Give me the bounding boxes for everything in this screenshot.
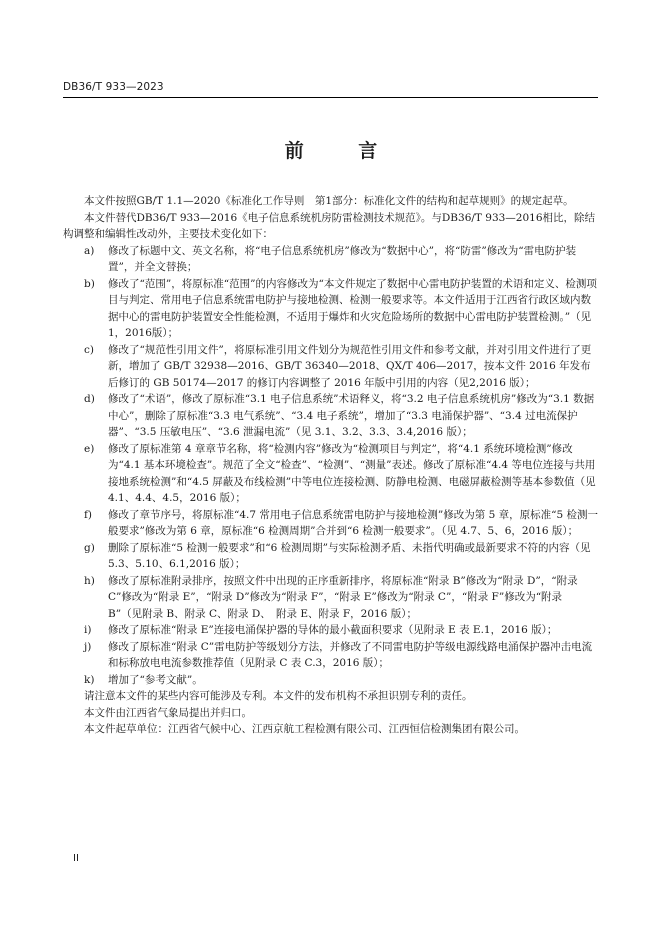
- list-item-text: 修改了原标准“附录 C”雷电防护等级划分方法，并修改了不同雷电防护等级电源线路电涌保护器冲击电流和标称放电电流参数推荐值（见附录 C 表 C.3，2016 版）；: [108, 640, 593, 669]
- page-number: II: [73, 853, 79, 864]
- change-list-item: [63, 540, 598, 573]
- list-item-text: 修改了“范围”，将原标准“范围”的内容修改为“本文件规定了数据中心雷电防护装置的术语和定义、检测项目与判定、常用电子信息系统雷电防护与接地检测、检测一般要求等。本文件适用于江西省行政区域内数据中心的雷电防护装置安全性能检测，不适用于爆炸和火灾危险场所的数据中心雷电防护装置检测。”（见1，2016版）；: [108, 277, 597, 339]
- change-list-item: [63, 342, 598, 392]
- intro-paragraph: 本文件按照GB/T 1.1—2020《标准化工作导则 第1部分：标准化文件的结构和起草规则》的规定起草。: [84, 195, 574, 207]
- list-item-text: 删除了原标准“5 检测一般要求”和“6 检测周期”与实际检测矛盾、未指代明确或最新要求不符的内容（见 5.3、5.10、6.1,2016 版）；: [108, 541, 591, 570]
- document-body: [63, 193, 598, 738]
- list-item-label: k): [84, 673, 95, 686]
- list-item-label: h): [84, 574, 95, 587]
- list-item-label: g): [84, 541, 95, 554]
- list-item-label: b): [84, 277, 95, 290]
- change-list-item: [63, 672, 598, 689]
- list-item-label: i): [84, 624, 92, 636]
- list-item-text: 修改了“术语”，修改了原标准“3.1 电子信息系统”术语释义，将“3.2 电子信息系统机房”修改为“3.1 数据中心”，删除了原标准“3.3 电气系统”、“3.4 电子系统”，增加了“3.3 电涌保护器”、“3.4 过电流保护器”、“3.5 压敏电压”、“3.6 泄漏电流”（见 3.1、3.2、3.3、3.4,2016 版）；: [108, 393, 595, 438]
- closing-paragraph: 本文件起草单位：江西省气候中心、江西京航工程检测有限公司、江西恒信检测集团有限公司。: [84, 723, 525, 735]
- change-list-item: [63, 507, 598, 540]
- change-list-item: [63, 622, 598, 639]
- change-list-item: [63, 391, 598, 441]
- list-item-text: 修改了“规范性引用文件”，将原标准引用文件划分为规范性引用文件和参考文献，并对引用文件进行了更新，增加了 GB/T 32938—2016、GB/T 36340—2018、QX/T 406—2017，按本文件 2016 年发布后修订的 GB 50174—2017 的修订内容调整了 2016 年版中引用的内容（见2,2016 版）；: [108, 343, 592, 389]
- list-item-text: 修改了标题中文、英文名称，将“电子信息系统机房”修改为“数据中心”，将“防雷”修改为“雷电防护装置”，并全文替换；: [108, 244, 577, 273]
- closing-paragraph: 本文件由江西省气象局提出并归口。: [84, 706, 252, 719]
- change-list-item: [63, 441, 598, 507]
- list-item-label: d): [84, 393, 95, 405]
- list-item-label: c): [84, 343, 94, 356]
- list-item-text: 修改了原标准附录排序，按照文件中出现的正序重新排序，将原标准“附录 B”修改为“附录 D”，“附录 C”修改为“附录 E”，“附录 D”修改为“附录 F”，“附录 E”修改为“附录 C”，“附录 F”修改为“附录 B”（见附录 B、附录 C、附录 D、 附录 E、附录 F，2016 版）；: [108, 574, 578, 620]
- list-item-text: 修改了原标准第 4 章章节名称，将“检测内容”修改为“检测项目与判定”，将“4.1 系统环境检测”修改为“4.1 基本环境检查”。规范了全文“检查”、“检测”、“测量”表述。修改了原标准“4.4 等电位连接与共用接地系统检测”和“4.5 屏蔽及布线检测”中等电位连接检测、防静电检测、电磁屏蔽检测等基本参数值（见 4.1、4.4、4.5，2016 版）；: [108, 442, 596, 504]
- document-code: DB36/T 933—2023: [63, 81, 164, 93]
- change-list-item: [63, 573, 598, 623]
- list-item-label: j): [84, 640, 92, 653]
- list-item-label: a): [84, 244, 95, 257]
- list-item-label: e): [84, 442, 95, 455]
- list-item-text: 修改了章节序号，将原标准“4.7 常用电子信息系统雷电防护与接地检测”修改为第 5 章，原标准“5 检测一般要求”修改为第 6 章，原标准“6 检测周期”合并到“6 检测一般要求”。（见 4.7、5、6，2016 版）；: [108, 508, 599, 537]
- change-list-item: [63, 276, 598, 342]
- list-item-text: 增加了“参考文献”。: [108, 673, 203, 686]
- intro-paragraph: 本文件替代DB36/T 933—2016《电子信息系统机房防雷检测技术规范》。与DB36/T 933—2016相比，除结构调整和编辑性改动外，主要技术变化如下：: [63, 211, 596, 240]
- change-list-item: [63, 639, 598, 672]
- page-title: 前 言: [284, 140, 402, 162]
- closing-paragraph: 请注意本文件的某些内容可能涉及专利。本文件的发布机构不承担识别专利的责任。: [84, 690, 473, 702]
- change-list-item: [63, 243, 598, 276]
- list-item-text: 修改了原标准“附录 E”连接电涌保护器的导体的最小截面积要求（见附录 E 表 E.1，2016 版）；: [108, 624, 558, 636]
- header-rule: [63, 97, 598, 98]
- list-item-label: f): [84, 508, 92, 521]
